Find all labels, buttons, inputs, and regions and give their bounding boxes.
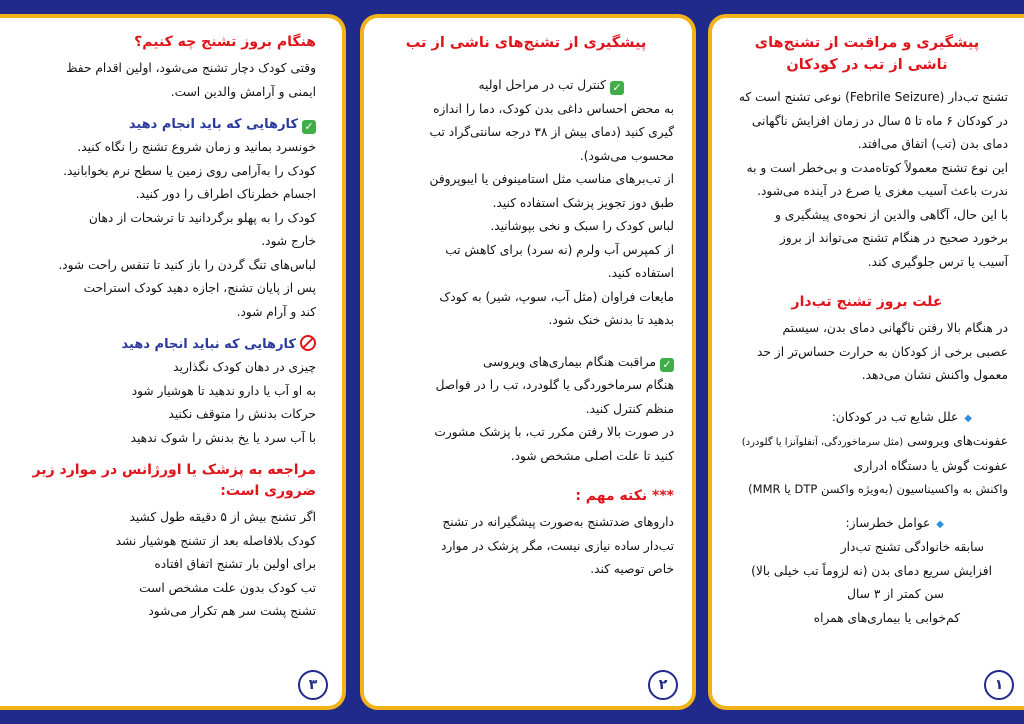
donts-line: با آب سرد یا یخ بدنش را شوک ندهید — [130, 430, 316, 445]
section-1-line: استفاده کنید. — [607, 266, 674, 280]
section-2-line: کنید تا علت اصلی مشخص شود. — [510, 448, 674, 463]
intro-line: دمای بدن (تب) اتفاق می‌افتد. — [857, 137, 1008, 151]
dos-line: خونسرد بمانید و زمان شروع تشنج را نگاه کنید. — [77, 140, 316, 154]
donts-line: به او آب یا دارو ندهید تا هوشیار شود — [131, 383, 316, 398]
page-number: ۱ — [984, 670, 1014, 700]
risk-item: سن کمتر از ۳ سال — [847, 587, 944, 601]
common-cause-item: عفونت گوش یا دستگاه ادراری — [853, 458, 1008, 473]
risk-label-row — [726, 512, 1008, 537]
dos-heading: کارهایی که باید انجام دهید — [128, 117, 298, 132]
panel-2 — [360, 14, 696, 710]
dos-heading-row — [10, 114, 316, 136]
panel-3 — [0, 14, 346, 710]
section-2-line: هنگام سرماخوردگی یا گلودرد، تب را در فواصل — [435, 378, 674, 392]
urgent-line: تب کودک بدون علت مشخص است — [139, 580, 316, 595]
cause-line: در هنگام بالا رفتن ناگهانی دمای بدن، سیستم — [782, 321, 1008, 335]
check-mark-icon: ✓ — [660, 358, 674, 372]
section-1-heading: کنترل تب در مراحل اولیه — [478, 78, 606, 92]
urgent-line: برای اولین بار تشنج اتفاق افتاده — [154, 557, 316, 571]
panel-1-title — [726, 32, 1008, 76]
risk-item: سابقه خانوادگی تشنج تب‌دار — [840, 540, 984, 554]
note-line: خاص توصیه کند. — [590, 562, 674, 576]
dos-line: اجسام خطرناک اطراف را دور کنید. — [135, 187, 316, 201]
section-2-line: در صورت بالا رفتن مکرر تب، با پزشک مشورت — [434, 425, 674, 439]
intro-line: وقتی کودک دچار تشنج می‌شود، اولین اقدام حفظ — [66, 61, 316, 75]
panel-3-title: هنگام بروز تشنج چه کنیم؟ — [134, 34, 316, 50]
urgent-line: کودک بلافاصله بعد از تشنج هوشیار نشد — [115, 533, 316, 548]
page-number: ۳ — [298, 670, 328, 700]
dos-line: کند و آرام شود. — [236, 304, 316, 319]
note-line: تب‌دار ساده نیازی نیست، مگر پزشک در موارد — [440, 538, 674, 553]
panel-1 — [708, 14, 1024, 710]
section-1-line: طبق دوز تجویز پزشک استفاده کنید. — [492, 195, 674, 210]
section-1-line: محسوب می‌شود). — [579, 148, 674, 163]
common-cause-note: (مثل سرماخوردگی، آنفلوآنزا یا گلودرد) — [741, 437, 904, 448]
donts-heading-row — [10, 334, 316, 356]
urgent-heading-line-1: مراجعه به پزشک یا اورژانس در موارد زیر — [32, 462, 316, 478]
intro-line: ایمنی و آرامش والدین است. — [170, 84, 316, 99]
risk-label: عوامل خطرساز: — [845, 515, 931, 530]
cause-heading: علت بروز تشنج تب‌دار — [791, 294, 943, 310]
risk-item: کم‌خوابی یا بیماری‌های همراه — [813, 610, 960, 625]
section-1-line: به محض احساس داغی بدن کودک، دما را اندازه — [433, 101, 674, 116]
donts-line: چیزی در دهان کودک نگذارید — [173, 360, 316, 374]
intro-line: آسیب یا ترس جلوگیری کند. — [867, 254, 1008, 269]
page-number: ۲ — [648, 670, 678, 700]
urgent-line: اگر تشنج بیش از ۵ دقیقه طول کشید — [129, 510, 316, 524]
diamond-bullet-icon: ◆ — [964, 412, 972, 424]
cause-line: عصبی برخی از کودکان به حرارت حساس‌تر از حد — [757, 344, 1008, 359]
section-2-line: منظم کنترل کنید. — [585, 401, 674, 416]
common-cause-item: واکنش به واکسیناسیون (به‌ویژه واکسن DTP یا MMR) — [748, 482, 1008, 496]
intro-line: در کودکان ۶ ماه تا ۵ سال در زمان افزایش ناگهانی — [751, 113, 1008, 128]
note-heading: نکته مهم : — [575, 488, 648, 504]
diamond-bullet-icon: ◆ — [936, 518, 944, 530]
urgent-line: تشنج پشت سر هم تکرار می‌شود — [148, 604, 316, 618]
section-1-heading-row — [378, 74, 674, 98]
dos-line: لباس‌های تنگ گردن را باز کنید تا تنفس راحت شود. — [58, 257, 316, 272]
common-cause-text: عفونت‌های ویروسی — [907, 434, 1008, 448]
section-1-line: بدهید تا بدنش خنک شود. — [548, 313, 674, 327]
donts-line: حرکات بدنش را متوقف نکنید — [168, 407, 316, 421]
panel-1-title-line-2: ناشی از تب در کودکان — [786, 57, 948, 73]
donts-heading: کارهایی که نباید انجام دهید — [121, 337, 296, 352]
intro-line: ندرت باعث آسیب مغزی یا صرع در آینده می‌شود. — [757, 184, 1008, 198]
note-line: داروهای ضدتشنج به‌صورت پیشگیرانه در تشنج — [442, 515, 674, 529]
dos-line: کودک را به‌آرامی روی زمین یا سطح نرم بخوابانید. — [63, 163, 316, 178]
star-marks: *** — [652, 488, 674, 504]
section-2-heading: مراقبت هنگام بیماری‌های ویروسی — [482, 354, 656, 369]
panel-1-title-line-1: پیشگیری و مراقبت از تشنج‌های — [754, 35, 980, 51]
dos-line: کودک را به پهلو برگردانید تا ترشحات از دهان — [88, 210, 316, 225]
section-1-line: گیری کنید (دمای بیش از ۳۸ درجه سانتی‌گراد تب — [429, 125, 674, 139]
intro-line: با این حال، آگاهی والدین از نحوه‌ی پیشگیری و — [775, 207, 1008, 222]
intro-line: برخورد صحیح در هنگام تشنج می‌تواند از بروز — [779, 231, 1008, 245]
dos-line: خارج شود. — [261, 234, 316, 248]
prohibited-icon — [300, 335, 316, 351]
intro-line: تشنج تب‌دار (Febrile Seizure) نوعی تشنج است که — [738, 90, 1008, 104]
check-mark-icon: ✓ — [302, 120, 316, 134]
common-cause-item — [726, 430, 1008, 455]
section-1-line: از کمپرس آب ولرم (نه سرد) برای کاهش تب — [445, 242, 674, 257]
dos-line: پس از پایان تشنج، اجازه دهید کودک استراحت — [83, 281, 316, 295]
panel-2-title: پیشگیری از تشنج‌های ناشی از تب — [405, 35, 647, 51]
intro-line: این نوع تشنج معمولاً کوتاه‌مدت و بی‌خطر است و به — [746, 160, 1008, 175]
check-mark-icon: ✓ — [610, 81, 624, 95]
risk-item: افزایش سریع دمای بدن (نه لزوماً تب خیلی بالا) — [751, 563, 992, 578]
section-1-line: از تب‌برهای مناسب مثل استامینوفن یا ایبوپروفن — [429, 172, 674, 186]
urgent-heading-line-2: ضروری است: — [220, 483, 316, 499]
section-1-line: مایعات فراوان (مثل آب، سوپ، شیر) به کودک — [439, 289, 674, 304]
common-causes-label-row — [726, 406, 1008, 431]
intro-paragraph — [726, 86, 1008, 274]
cause-line: معمول واکنش نشان می‌دهد. — [861, 368, 1008, 382]
note-heading-row — [378, 486, 674, 507]
common-causes-label: علل شایع تب در کودکان: — [831, 409, 959, 424]
section-2-heading-row — [378, 351, 674, 375]
section-1-line: لباس کودک را سبک و نخی بپوشانید. — [490, 219, 674, 233]
